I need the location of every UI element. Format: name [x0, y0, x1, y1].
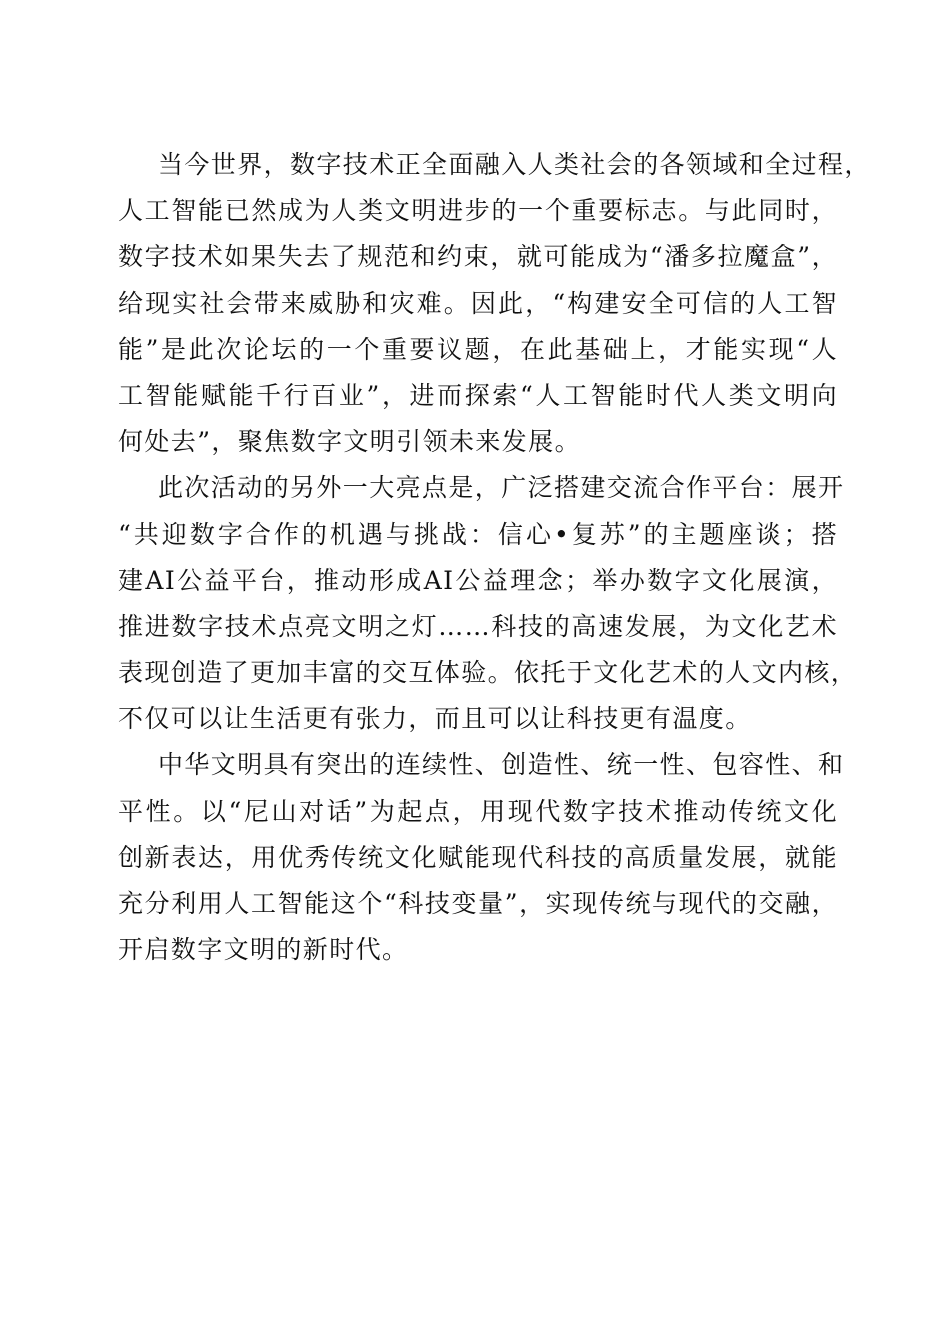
text-line: 不仅可以让生活更有张力，而且可以让科技更有温度。	[118, 704, 752, 734]
document-body	[118, 142, 871, 973]
text-line: “共迎数字合作的机遇与挑战：信心•复苏”的主题座谈；搭	[118, 519, 838, 549]
paragraph	[118, 465, 858, 742]
text-line: 充分利用人工智能这个“科技变量”，实现传统与现代的交融，	[118, 889, 838, 918]
text-line: 平性。以“尼山对话”为起点，用现代数字技术推动传统文化	[118, 796, 838, 826]
text-line: 表现创造了更加丰富的交互体验。依托于文化艺术的人文内核，	[118, 658, 858, 688]
text-line: 推进数字技术点亮文明之灯……科技的高速发展，为文化艺术	[118, 611, 838, 641]
text-line: 开启数字文明的新时代。	[118, 935, 409, 965]
text-line: 何处去”，聚焦数字文明引领未来发展。	[118, 427, 581, 457]
text-line: 人工智能已然成为人类文明进步的一个重要标志。与此同时，	[118, 196, 838, 226]
paragraph	[118, 742, 845, 973]
text-line: 中华文明具有突出的连续性、创造性、统一性、包容性、和	[158, 750, 845, 780]
text-line: 给现实社会带来威胁和灾难。因此，“构建安全可信的人工智	[118, 288, 838, 318]
text-line: 创新表达，用优秀传统文化赋能现代科技的高质量发展，就能	[118, 842, 838, 872]
text-line: 当今世界，数字技术正全面融入人类社会的各领域和全过程，	[158, 150, 871, 179]
paragraph	[118, 142, 871, 465]
text-line: 此次活动的另外一大亮点是，广泛搭建交流合作平台：展开	[158, 473, 845, 503]
text-line: 数字技术如果失去了规范和约束，就可能成为“潘多拉魔盒”，	[118, 242, 838, 272]
text-line: 建AI公益平台，推动形成AI公益理念；举办数字文化展演，	[118, 565, 838, 595]
text-line: 工智能赋能千行百业”，进而探索“人工智能时代人类文明向	[118, 380, 838, 410]
text-line: 能”是此次论坛的一个重要议题，在此基础上，才能实现“人	[118, 334, 838, 364]
